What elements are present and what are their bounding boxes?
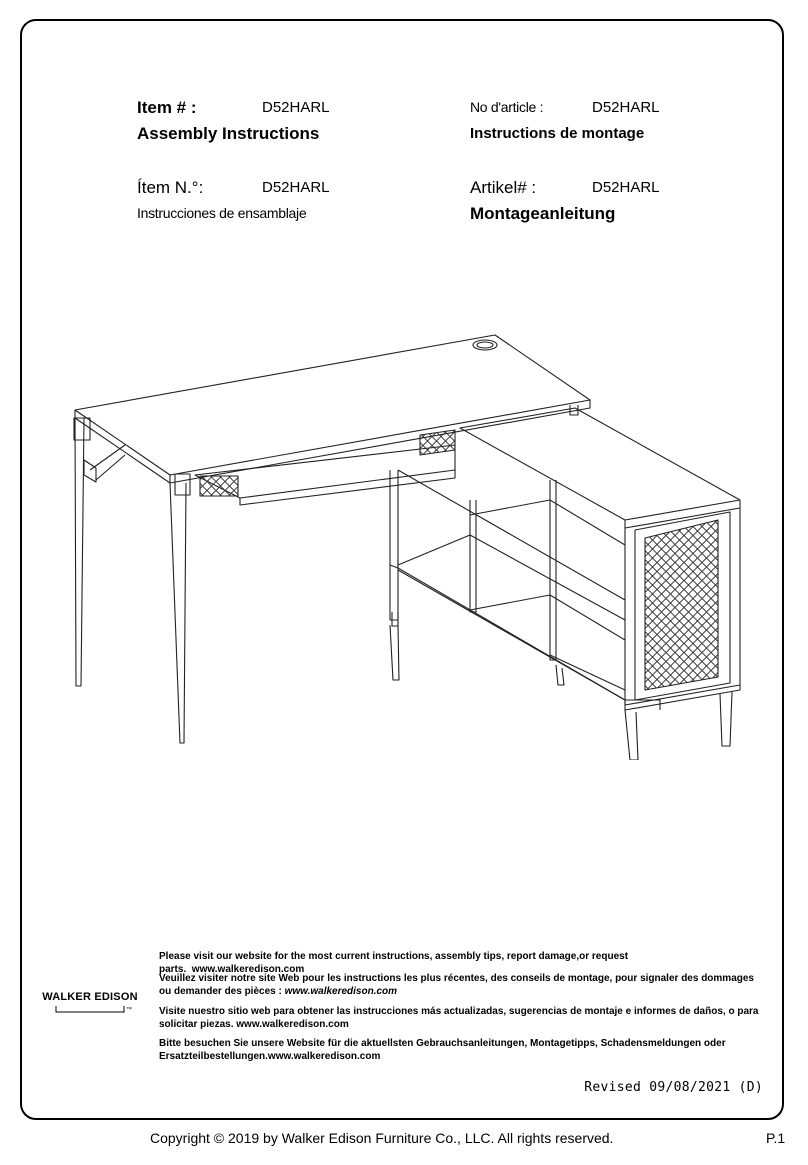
title-en: Assembly Instructions	[137, 124, 320, 143]
note-fr	[159, 973, 767, 998]
logo-trademark: ™	[126, 1007, 132, 1013]
l-shaped-desk-illustration	[60, 320, 760, 760]
item-label-fr: No d'article :	[470, 99, 544, 115]
item-code-es: D52HARL	[262, 179, 330, 196]
website-link-es[interactable]: www.walkeredison.com	[236, 1018, 349, 1030]
title-fr: Instructions de montage	[470, 125, 645, 142]
website-link-fr[interactable]: www.walkeredison.com	[284, 985, 398, 997]
note-de-text: Bitte besuchen Sie unsere Website für die aktuellsten Gebrauchsanleitungen, Montagetipps, Schadensmeldungen oder Ersatzteilbestellungen.	[159, 1038, 726, 1062]
walker-edison-logo	[40, 991, 140, 1015]
item-label-en: Item # :	[137, 98, 197, 117]
item-code-en: D52HARL	[262, 99, 330, 116]
note-es	[159, 1006, 767, 1031]
note-de	[159, 1038, 767, 1063]
title-es: Instrucciones de ensamblaje	[137, 205, 307, 221]
logo-bracket-icon	[40, 991, 140, 1015]
item-label-es: Ítem N.°:	[137, 178, 204, 197]
item-code-de: D52HARL	[592, 179, 660, 196]
item-code-fr: D52HARL	[592, 99, 660, 116]
item-label-de: Artikel# :	[470, 178, 537, 197]
revision-date: Revised 09/08/2021 (D)	[584, 1080, 763, 1095]
copyright: Copyright © 2019 by Walker Edison Furniture Co., LLC. All rights reserved.	[150, 1130, 614, 1146]
logo-text: WALKER EDISON	[42, 991, 138, 1003]
note-fr-text: Veuillez visiter notre site Web pour les instructions les plus récentes, des conseils de montage, pour signaler des dommages ou demander des pièces :	[159, 973, 754, 997]
note-es-text: Visite nuestro sitio web para obtener las instrucciones más actualizadas, sugerencias de montaje e informes de daños, o para solicitar piezas.	[159, 1006, 759, 1030]
page-number: P.1	[766, 1130, 786, 1146]
website-link-en[interactable]: www.walkeredison.com	[191, 963, 305, 975]
note-en-text: Please visit our website for the most current instructions, assembly tips, report damage,or request parts.	[159, 951, 629, 975]
website-link-de[interactable]: www.walkeredison.com	[267, 1050, 381, 1062]
title-de: Montageanleitung	[470, 204, 616, 223]
